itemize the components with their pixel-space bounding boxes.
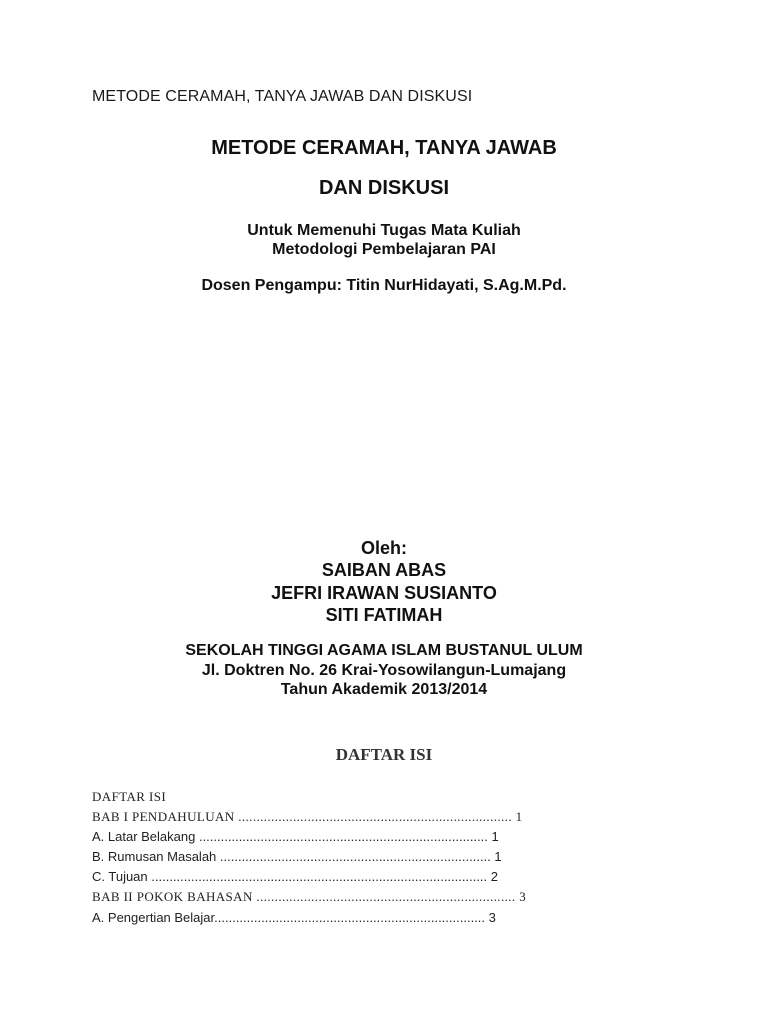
- title-line-2: DAN DISKUSI: [318, 177, 449, 199]
- institution-address: Jl. Doktren No. 26 Krai-Yosowilangun-Lumajang: [201, 662, 567, 679]
- toc-entry: A. Pengertian Belajar........................................................................... 3: [92, 910, 496, 925]
- toc-list-part-3: [92, 887, 582, 907]
- lecturer-line: Dosen Pengampu: Titin NurHidayati, S.Ag.M.Pd.: [201, 277, 567, 294]
- title-line-1: METODE CERAMAH, TANYA JAWAB: [211, 137, 557, 159]
- author-name-1: SAIBAN ABAS: [321, 560, 447, 580]
- toc-heading: DAFTAR ISI: [335, 745, 433, 764]
- author-name-2: JEFRI IRAWAN SUSIANTO: [271, 583, 497, 603]
- academic-year: Tahun Akademik 2013/2014: [280, 681, 488, 698]
- toc-entry: BAB II POKOK BAHASAN ....................................................................... 3: [92, 889, 527, 904]
- running-header: METODE CERAMAH, TANYA JAWAB DAN DISKUSI: [92, 88, 473, 105]
- toc-entry: DAFTAR ISI: [92, 789, 167, 804]
- purpose-line-2: Metodologi Pembelajaran PAI: [272, 241, 496, 258]
- institution-name: SEKOLAH TINGGI AGAMA ISLAM BUSTANUL ULUM: [185, 642, 583, 659]
- toc-entry: C. Tujuan ............................................................................................. 2: [92, 869, 498, 884]
- toc-entry: B. Rumusan Masalah ........................................................................... 1: [92, 849, 502, 864]
- purpose-line-1: Untuk Memenuhi Tugas Mata Kuliah: [247, 222, 521, 239]
- toc-entry: BAB I PENDAHULUAN ........................................................................... 1: [92, 809, 523, 824]
- toc-list-part-4: [92, 908, 582, 928]
- toc-entry: A. Latar Belakang ................................................................................ 1: [92, 829, 499, 844]
- toc-list-part-1: [92, 787, 582, 827]
- toc-list-part-2: [92, 827, 582, 887]
- authors-label: Oleh:: [360, 538, 407, 558]
- author-name-3: SITI FATIMAH: [325, 605, 443, 625]
